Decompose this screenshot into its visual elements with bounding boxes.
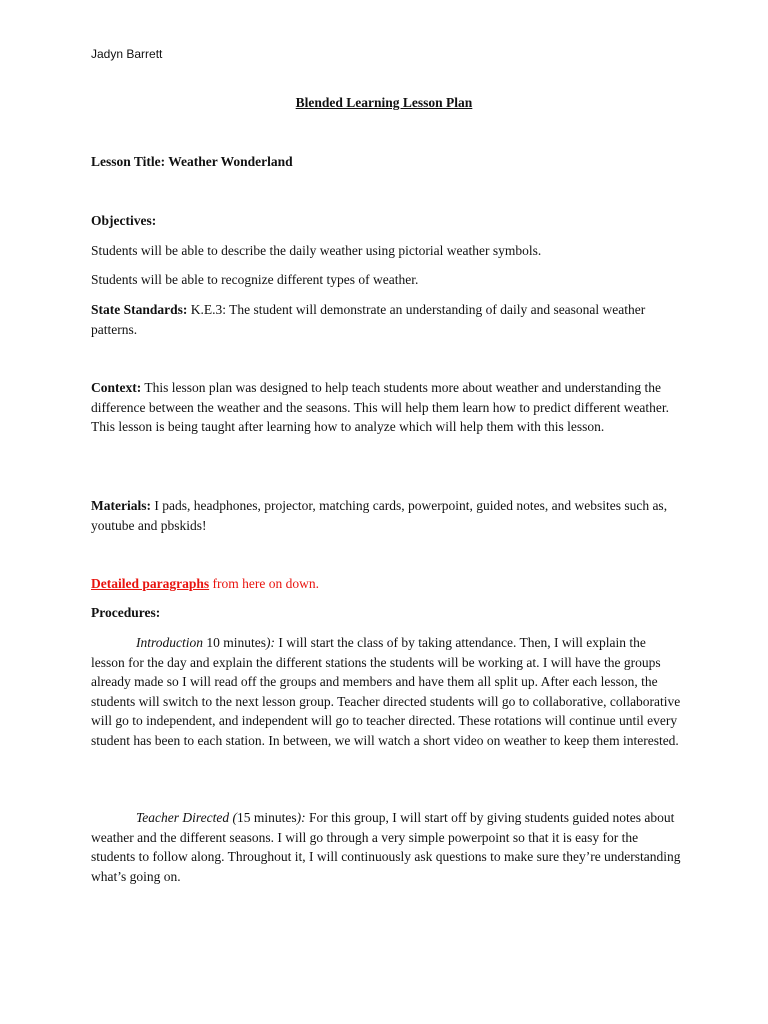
- procedures-heading: Procedures:: [91, 605, 161, 620]
- context-text: This lesson plan was designed to help teach students more about weather and understanding the difference between the weather and the seasons. This will help them learn how to predict different weather. This lesson is being taught after learning how to analyze which will help them with this lesson.: [91, 380, 670, 434]
- objectives-heading: Objectives:: [91, 213, 157, 228]
- intro-close: ):: [266, 635, 275, 650]
- materials-text: I pads, headphones, projector, matching cards, powerpoint, guided notes, and websites such as, youtube and pbskids!: [91, 498, 668, 533]
- detail-note-text: from here on down.: [209, 576, 319, 591]
- standards-text: K.E.3: The student will demonstrate an understanding of daily and seasonal weather patterns.: [91, 302, 646, 337]
- context-label: Context:: [91, 380, 142, 395]
- standards-label: State Standards:: [91, 302, 188, 317]
- introduction-paragraph: [91, 633, 681, 750]
- state-standards-paragraph: [91, 300, 681, 339]
- teacher-label: Teacher Directed (: [136, 810, 237, 825]
- materials-paragraph: [91, 496, 681, 535]
- context-paragraph: [91, 378, 681, 437]
- teacher-directed-paragraph: [91, 808, 681, 886]
- lesson-title: Lesson Title: Weather Wonderland: [91, 154, 293, 169]
- detail-note-link: Detailed paragraphs: [91, 576, 210, 591]
- intro-time: 10 minutes: [203, 635, 266, 650]
- objective-2: Students will be able to recognize different types of weather.: [91, 272, 419, 287]
- teacher-time: 15 minutes: [236, 810, 297, 825]
- document-title: Blended Learning Lesson Plan: [295, 95, 473, 110]
- intro-label: Introduction: [136, 635, 203, 650]
- objective-1: Students will be able to describe the daily weather using pictorial weather symbols.: [91, 243, 542, 258]
- intro-text: I will start the class of by taking attendance. Then, I will explain the lesson for the day and explain the different stations the students will be working at. I will have the groups already made so I will read off the groups and members and have them all split up. After each lesson, the students will switch to the next lesson group. Teacher directed students will go to collaborative, collaborative will go to independent, and independent will go to teacher directed. These rotations will continue until every student has been to each station. In between, we will watch a short video on weather to keep them interested.: [91, 635, 681, 748]
- materials-label: Materials:: [91, 498, 151, 513]
- teacher-close: ):: [296, 810, 306, 825]
- teacher-text: For this group, I will start off by giving students guided notes about weather and the different seasons. I will go through a very simple powerpoint so that it is easy for the students to follow along. Throughout it, I will continuously ask questions to make sure they’re understanding what’s going on.: [91, 810, 681, 884]
- detail-note: [91, 574, 681, 594]
- author-name: Jadyn Barrett: [91, 47, 163, 61]
